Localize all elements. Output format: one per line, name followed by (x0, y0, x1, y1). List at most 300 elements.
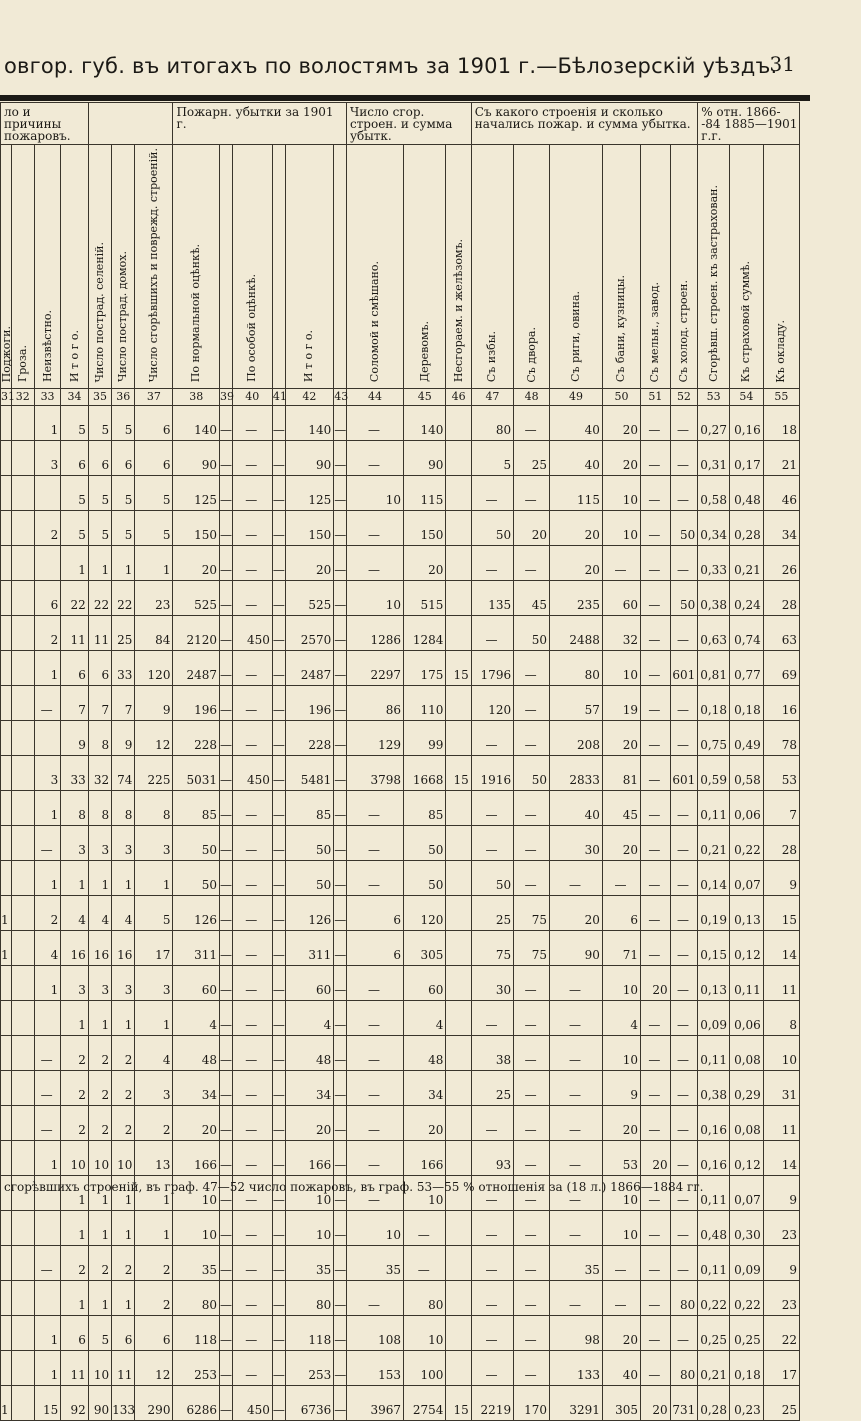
cell-value: — (648, 598, 661, 613)
table-cell (135, 826, 173, 861)
table-cell (11, 1106, 34, 1141)
cell-value: 34 (781, 528, 797, 543)
cell-value: 3 (162, 983, 171, 998)
table-row (1, 756, 800, 791)
table-cell (514, 931, 550, 966)
cell-value: 115 (577, 493, 600, 508)
cell-value: 2833 (569, 773, 600, 788)
cell-value: — (272, 1158, 285, 1173)
cell-value: 731 (672, 1403, 696, 1418)
table-cell (11, 1316, 34, 1351)
cell-value: 0,11 (700, 1053, 727, 1068)
cell-value: 2 (124, 1123, 133, 1138)
table-cell (34, 931, 60, 966)
table-cell (729, 581, 763, 616)
cell-value: 4 (435, 1018, 444, 1033)
table-cell (641, 1141, 671, 1176)
table-cell (334, 476, 347, 511)
cell-value: 23 (781, 1228, 797, 1243)
cell-value: — (272, 773, 285, 788)
cell-value: 0,13 (734, 913, 761, 928)
cell-value: 32 (93, 773, 110, 788)
cell-value: 0,38 (700, 1088, 727, 1103)
cell-value: — (485, 1298, 498, 1313)
cell-value: 17 (781, 1368, 797, 1383)
table-cell (514, 616, 550, 651)
table-cell (285, 441, 334, 476)
table-cell (670, 546, 698, 581)
column-header-label: Неизвѣстно. (40, 310, 54, 383)
table-cell (763, 966, 799, 1001)
table-cell (763, 791, 799, 826)
cell-value: — (272, 913, 285, 928)
cell-value: 90 (428, 458, 444, 473)
cell-value: 0,11 (700, 808, 727, 823)
table-cell (514, 756, 550, 791)
cell-value: — (524, 738, 537, 753)
column-header (471, 145, 513, 389)
table-cell (446, 1351, 471, 1386)
cell-value: 6 (393, 913, 402, 928)
table-cell (1, 651, 12, 686)
cell-value: 0,25 (700, 1333, 727, 1348)
table-cell (729, 1071, 763, 1106)
table-cell (88, 546, 111, 581)
table-cell (1, 1351, 12, 1386)
table-cell (135, 651, 173, 686)
cell-value: 85 (201, 808, 217, 823)
cell-value: 85 (315, 808, 332, 823)
cell-value: 3 (101, 983, 110, 998)
table-cell (550, 756, 603, 791)
table-cell (550, 861, 603, 896)
cell-value: 6 (124, 458, 133, 473)
table-cell (334, 1246, 347, 1281)
table-cell (729, 791, 763, 826)
cell-value: — (524, 1158, 537, 1173)
cell-value: 50 (428, 878, 444, 893)
cell-value: 133 (577, 1368, 600, 1383)
table-cell (1, 1106, 12, 1141)
table-cell (763, 1351, 799, 1386)
table-cell (404, 966, 446, 1001)
table-cell (763, 1106, 799, 1141)
column-header (1, 145, 12, 389)
table-row (1, 1106, 800, 1141)
cell-value: — (524, 1123, 537, 1138)
table-cell (602, 861, 640, 896)
cell-value: 150 (308, 528, 332, 543)
cell-value: 75 (531, 913, 548, 928)
table-cell (698, 686, 730, 721)
table-cell (220, 1246, 233, 1281)
table-cell (112, 1211, 135, 1246)
cell-value: 0,13 (700, 983, 727, 998)
cell-value: 11 (93, 633, 110, 648)
cell-value: — (334, 808, 347, 823)
cell-value: 0,31 (700, 458, 727, 473)
cell-value: — (334, 1088, 347, 1103)
cell-value: 0,11 (700, 1193, 727, 1208)
cell-value: — (648, 1193, 661, 1208)
table-cell (602, 581, 640, 616)
cell-value: — (569, 1053, 581, 1068)
table-cell (34, 1246, 60, 1281)
table-cell (220, 1316, 233, 1351)
cell-value: — (524, 1263, 537, 1278)
cell-value: 5 (78, 493, 86, 508)
cell-value: 5 (78, 528, 86, 543)
table-cell (670, 476, 698, 511)
cell-value: — (569, 1123, 581, 1138)
table-cell (404, 686, 446, 721)
table-cell (11, 651, 34, 686)
cell-value: 1 (78, 878, 86, 893)
table-cell (220, 476, 233, 511)
column-number: 48 (514, 389, 550, 406)
cell-value: 2 (101, 1053, 110, 1068)
table-cell (272, 826, 285, 861)
table-cell (550, 1351, 603, 1386)
cell-value: 6 (162, 458, 171, 473)
cell-value: 10 (201, 1193, 217, 1208)
cell-value: — (272, 1298, 285, 1313)
table-cell (272, 1071, 285, 1106)
table-cell (514, 1001, 550, 1036)
cell-value: — (245, 878, 258, 893)
table-cell (61, 686, 89, 721)
cell-value: — (485, 808, 498, 823)
table-cell (220, 1036, 233, 1071)
cell-value: 15 (453, 668, 469, 683)
cell-value: 1 (162, 878, 171, 893)
cell-value: — (485, 843, 498, 858)
cell-value: 0,19 (700, 913, 727, 928)
cell-value: 1 (1, 948, 9, 963)
table-cell (763, 931, 799, 966)
cell-value: — (676, 703, 689, 718)
cell-value: — (334, 843, 347, 858)
cell-value: — (245, 598, 258, 613)
table-cell (61, 406, 89, 441)
table-cell (61, 511, 89, 546)
cell-value: 10 (622, 528, 639, 543)
cell-value: 0,07 (734, 1193, 761, 1208)
table-cell (112, 1316, 135, 1351)
table-cell (232, 791, 272, 826)
cell-value: 90 (315, 458, 332, 473)
cell-value: 40 (584, 458, 600, 473)
cell-value: — (334, 633, 347, 648)
cell-value: 2 (50, 528, 59, 543)
table-row (1, 1386, 800, 1421)
cell-value: — (334, 668, 347, 683)
cell-value: 1 (50, 423, 59, 438)
table-cell (1, 476, 12, 511)
column-header-label: По нормальной оцѣнкѣ. (189, 244, 203, 383)
table-cell (698, 616, 730, 651)
cell-value: — (40, 843, 53, 858)
cell-value: 10 (385, 598, 402, 613)
table-cell (763, 686, 799, 721)
table-cell (34, 756, 60, 791)
table-cell (334, 686, 347, 721)
table-cell (88, 686, 111, 721)
cell-value: 8 (78, 808, 86, 823)
cell-value: 2 (124, 1263, 133, 1278)
cell-value: 118 (194, 1333, 217, 1348)
table-cell (550, 1316, 603, 1351)
cell-value: — (272, 563, 285, 578)
cell-value: — (569, 983, 581, 998)
cell-value: 14 (781, 1158, 797, 1173)
cell-value: 1796 (480, 668, 512, 683)
column-header-label: И т о г о. (67, 330, 81, 383)
cell-value: 10 (781, 1053, 797, 1068)
table-cell (173, 651, 220, 686)
cell-value: — (524, 1053, 537, 1068)
table-cell (729, 1176, 763, 1211)
table-cell (285, 1281, 334, 1316)
cell-value: 1 (124, 1298, 133, 1313)
table-cell (232, 476, 272, 511)
table-cell (135, 616, 173, 651)
cell-value: — (220, 1193, 232, 1208)
cell-value: — (334, 598, 347, 613)
table-cell (272, 1316, 285, 1351)
table-cell (446, 966, 471, 1001)
cell-value: 525 (194, 598, 217, 613)
table-cell (285, 756, 334, 791)
column-number: 49 (550, 389, 603, 406)
table-cell (173, 441, 220, 476)
cell-value: — (220, 913, 232, 928)
cell-value: — (272, 528, 285, 543)
table-cell (11, 861, 34, 896)
cell-value: 30 (584, 843, 600, 858)
cell-value: 0,34 (700, 528, 727, 543)
cell-value: 19 (622, 703, 639, 718)
cell-value: 0,18 (734, 703, 761, 718)
cell-value: 118 (308, 1333, 332, 1348)
table-cell (88, 1351, 111, 1386)
cell-value: — (676, 1123, 689, 1138)
table-body (1, 406, 800, 1421)
cell-value: — (524, 1298, 537, 1313)
table-cell (220, 616, 233, 651)
table-cell (272, 861, 285, 896)
table-cell (1, 546, 12, 581)
table-cell (173, 756, 220, 791)
column-header-label: Число пострад. селеній. (92, 241, 106, 383)
table-cell (602, 1351, 640, 1386)
cell-value: — (334, 773, 347, 788)
cell-value: — (245, 1193, 258, 1208)
table-cell (471, 756, 513, 791)
cell-value: 50 (201, 878, 217, 893)
table-cell (763, 1001, 799, 1036)
table-cell (272, 1141, 285, 1176)
table-cell (88, 721, 111, 756)
cell-value: 5 (78, 423, 86, 438)
table-cell (61, 546, 89, 581)
cell-value: 1 (78, 1228, 86, 1243)
column-header-label: Несгораем. и желѣзомъ. (451, 239, 465, 383)
cell-value: 50 (495, 878, 512, 893)
cell-value: — (334, 1018, 347, 1033)
cell-value: 22 (70, 598, 86, 613)
table-cell (1, 966, 12, 1001)
cell-value: 35 (315, 1263, 332, 1278)
cell-value: 16 (117, 948, 133, 963)
table-cell (135, 511, 173, 546)
table-cell (34, 581, 60, 616)
table-cell (346, 581, 403, 616)
cell-value: — (648, 843, 661, 858)
cell-value: 53 (622, 1158, 639, 1173)
table-cell (272, 756, 285, 791)
cell-value: — (676, 843, 689, 858)
table-cell (1, 441, 12, 476)
cell-value: 75 (531, 948, 548, 963)
cell-value: — (220, 1333, 232, 1348)
cell-value: — (272, 598, 285, 613)
table-cell (61, 1316, 89, 1351)
table-cell (285, 546, 334, 581)
table-cell (471, 651, 513, 686)
table-cell (641, 1351, 671, 1386)
table-cell (88, 861, 111, 896)
table-cell (471, 896, 513, 931)
cell-value: — (334, 1053, 347, 1068)
table-cell (346, 931, 403, 966)
table-cell (1, 406, 12, 441)
table-cell (602, 721, 640, 756)
table-row (1, 1141, 800, 1176)
cell-value: 0,11 (734, 983, 761, 998)
cell-value: 2 (162, 1263, 171, 1278)
column-header (346, 145, 403, 389)
cell-value: — (272, 1263, 285, 1278)
table-cell (670, 1211, 698, 1246)
table-cell (446, 826, 471, 861)
table-cell (670, 1246, 698, 1281)
cell-value: — (245, 1123, 258, 1138)
table-cell (729, 826, 763, 861)
table-cell (550, 1246, 603, 1281)
table-cell (670, 1106, 698, 1141)
cell-value: 20 (652, 1158, 668, 1173)
cell-value: 10 (622, 668, 639, 683)
table-cell (729, 1211, 763, 1246)
column-header (763, 145, 799, 389)
table-cell (334, 966, 347, 1001)
cell-value: 9 (78, 738, 86, 753)
table-cell (446, 616, 471, 651)
table-cell (346, 651, 403, 686)
cell-value: — (334, 493, 347, 508)
cell-value: 1 (101, 1193, 110, 1208)
cell-value: — (220, 1298, 232, 1313)
cell-value: 20 (315, 563, 332, 578)
table-cell (112, 476, 135, 511)
table-cell (404, 476, 446, 511)
cell-value: — (676, 1228, 689, 1243)
table-cell (550, 1211, 603, 1246)
table-cell (34, 1386, 60, 1421)
table-cell (550, 441, 603, 476)
table-cell (135, 1281, 173, 1316)
cell-value: 3 (101, 843, 110, 858)
table-cell (173, 826, 220, 861)
cell-value: — (220, 1123, 232, 1138)
cell-value: 6 (101, 668, 110, 683)
cell-value: — (40, 1088, 53, 1103)
cell-value: — (220, 808, 232, 823)
cell-value: — (272, 1123, 285, 1138)
table-cell (272, 1106, 285, 1141)
cell-value: — (648, 1228, 661, 1243)
table-cell (61, 931, 89, 966)
cell-value: 86 (385, 703, 402, 718)
table-cell (135, 1246, 173, 1281)
table-cell (670, 756, 698, 791)
cell-value: — (524, 808, 537, 823)
cell-value: 1 (124, 563, 133, 578)
table-cell (88, 1106, 111, 1141)
table-cell (112, 931, 135, 966)
table-cell (34, 861, 60, 896)
table-cell (602, 1246, 640, 1281)
table-cell (602, 966, 640, 1001)
cell-value: 126 (194, 913, 217, 928)
cell-value: 22 (117, 598, 133, 613)
table-cell (34, 1141, 60, 1176)
cell-value: — (569, 1193, 581, 1208)
cell-value: 2487 (300, 668, 332, 683)
table-cell (285, 1071, 334, 1106)
cell-value: — (368, 843, 380, 858)
table-cell (763, 406, 799, 441)
cell-value: 120 (147, 668, 171, 683)
column-number: 40 (232, 389, 272, 406)
table-cell (641, 1246, 671, 1281)
column-number: 33 (34, 389, 60, 406)
cell-value: 0,12 (734, 1158, 761, 1173)
cell-value: 0,49 (734, 738, 761, 753)
table-cell (670, 1281, 698, 1316)
table-cell (346, 476, 403, 511)
column-header-label: Къ окладу. (774, 319, 788, 383)
table-cell (602, 791, 640, 826)
cell-value: 63 (781, 633, 797, 648)
table-cell (11, 546, 34, 581)
cell-value: 98 (584, 1333, 600, 1348)
group-buildings-header: Число сгор. строен. и сумма убытк. (346, 103, 471, 145)
cell-value: 1 (101, 1018, 110, 1033)
cell-value: 110 (420, 703, 444, 718)
table-cell (88, 1211, 111, 1246)
table-cell (698, 1316, 730, 1351)
table-cell (346, 756, 403, 791)
cell-value: 25 (495, 1088, 512, 1103)
table-cell (602, 1316, 640, 1351)
table-cell (670, 721, 698, 756)
table-cell (446, 791, 471, 826)
cell-value: 2754 (412, 1403, 444, 1418)
table-cell (232, 1281, 272, 1316)
table-cell (346, 826, 403, 861)
